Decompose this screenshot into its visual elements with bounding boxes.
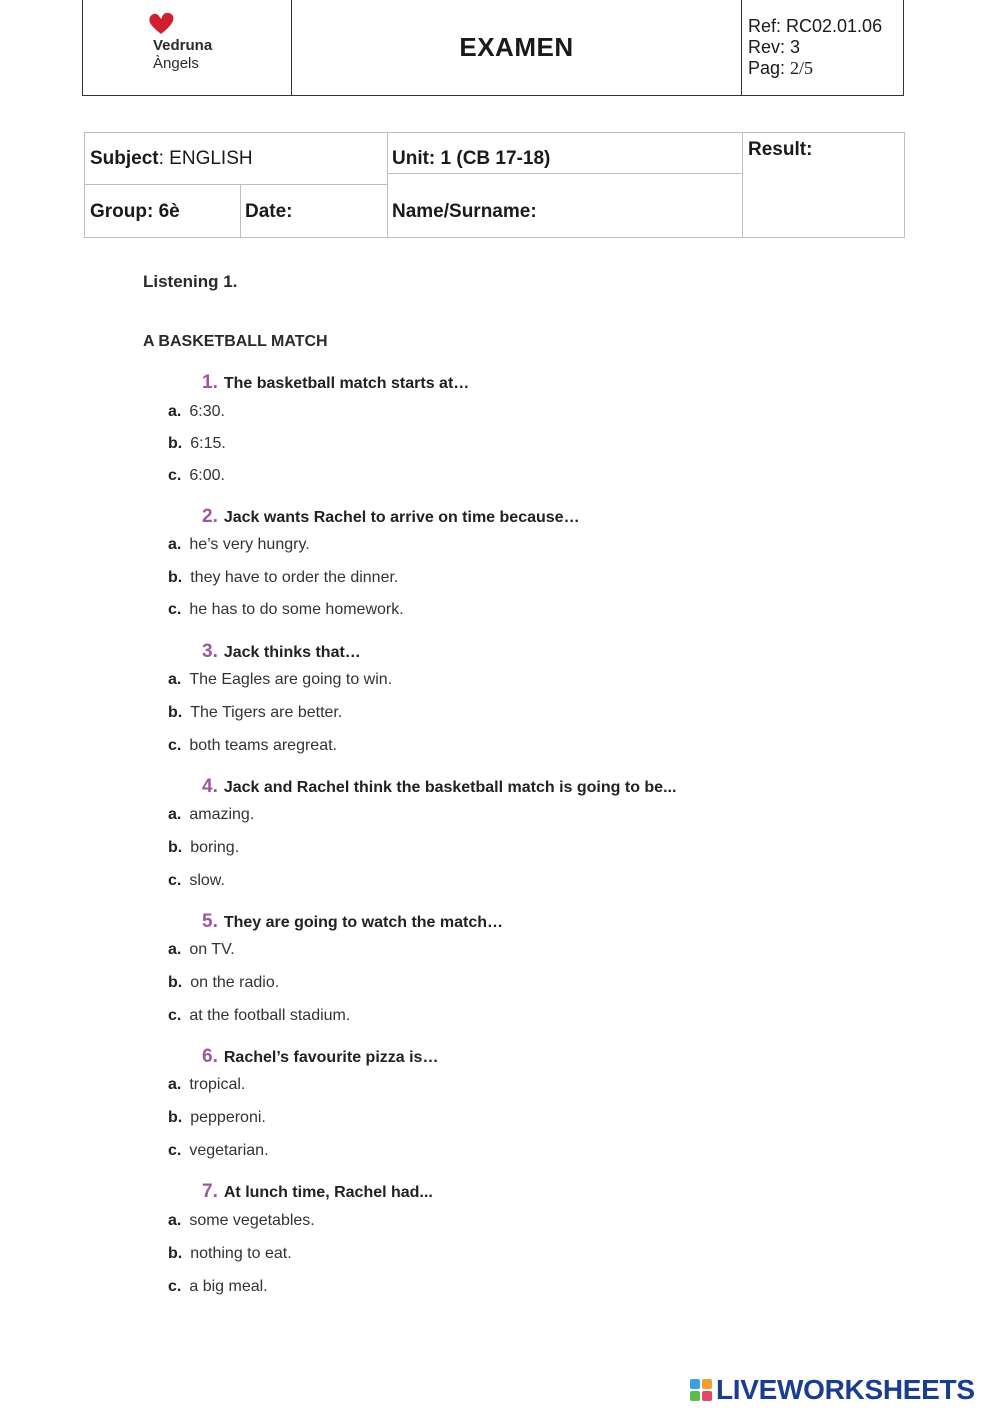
option-7c[interactable] — [168, 1278, 268, 1296]
unit-field: Unit: 1 (CB 17-18) — [392, 148, 551, 169]
name-field: Name/Surname: — [392, 201, 537, 222]
question-7 — [202, 1181, 433, 1203]
option-6b[interactable] — [168, 1109, 266, 1127]
match-title: A BASKETBALL MATCH — [143, 333, 328, 350]
option-letter: a. — [168, 671, 182, 688]
question-text: Jack and Rachel think the basketball match is going to be... — [223, 779, 677, 796]
option-text: on TV. — [189, 941, 235, 958]
question-text: At lunch time, Rachel had... — [223, 1184, 433, 1201]
option-letter: a. — [168, 403, 182, 420]
option-letter: c. — [168, 467, 182, 484]
date-field: Date: — [245, 201, 293, 222]
option-text: both teams aregreat. — [189, 737, 337, 754]
option-text: on the radio. — [190, 974, 280, 991]
option-text: boring. — [190, 839, 240, 856]
option-7a[interactable] — [168, 1212, 315, 1230]
option-text: vegetarian. — [189, 1142, 269, 1159]
question-number: 1. — [202, 372, 218, 393]
option-4c[interactable] — [168, 872, 225, 890]
option-3a[interactable] — [168, 671, 392, 689]
option-text: slow. — [189, 872, 225, 889]
option-1c[interactable] — [168, 467, 225, 485]
question-1 — [202, 372, 469, 394]
table-divider — [387, 133, 388, 237]
option-text: 6:15. — [190, 435, 226, 452]
question-number: 3. — [202, 641, 218, 662]
option-letter: c. — [168, 1007, 182, 1024]
option-4a[interactable] — [168, 806, 254, 824]
option-letter: b. — [168, 1109, 183, 1126]
question-number: 2. — [202, 506, 218, 527]
option-letter: a. — [168, 806, 182, 823]
option-text: tropical. — [189, 1076, 246, 1093]
option-letter: b. — [168, 839, 183, 856]
ref-code: Ref: RC02.01.06 — [748, 16, 883, 36]
question-4 — [202, 776, 676, 798]
option-2a[interactable] — [168, 536, 310, 554]
option-2b[interactable] — [168, 569, 398, 587]
option-letter: c. — [168, 872, 182, 889]
question-text: Jack wants Rachel to arrive on time because… — [223, 509, 580, 526]
option-text: some vegetables. — [189, 1212, 315, 1229]
option-text: at the football stadium. — [189, 1007, 351, 1024]
question-text: The basketball match starts at… — [223, 375, 470, 392]
option-letter: c. — [168, 737, 182, 754]
option-3c[interactable] — [168, 737, 337, 755]
liveworksheets-logo-icon — [690, 1379, 712, 1401]
option-text: amazing. — [189, 806, 255, 823]
question-text: Jack thinks that… — [223, 644, 361, 661]
question-6 — [202, 1046, 438, 1068]
question-2 — [202, 506, 580, 528]
option-1a[interactable] — [168, 403, 225, 421]
question-number: 7. — [202, 1181, 218, 1202]
option-text: The Eagles are going to win. — [189, 671, 393, 688]
option-letter: b. — [168, 435, 183, 452]
option-letter: a. — [168, 1212, 182, 1229]
option-5b[interactable] — [168, 974, 279, 992]
option-letter: b. — [168, 569, 183, 586]
option-3b[interactable] — [168, 704, 342, 722]
liveworksheets-watermark — [690, 1373, 975, 1407]
option-7b[interactable] — [168, 1245, 292, 1263]
watermark-text: LIVEWORKSHEETS — [716, 1374, 975, 1405]
option-text: 6:30. — [189, 403, 225, 420]
option-5a[interactable] — [168, 941, 235, 959]
ref-cell — [742, 0, 903, 95]
option-letter: b. — [168, 1245, 183, 1262]
subject-value: : ENGLISH — [158, 148, 253, 169]
table-divider — [240, 185, 241, 237]
option-text: nothing to eat. — [190, 1245, 292, 1262]
option-letter: b. — [168, 974, 183, 991]
logo-text-angels: Àngels — [153, 55, 199, 72]
option-5c[interactable] — [168, 1007, 350, 1025]
option-letter: b. — [168, 704, 183, 721]
question-number: 6. — [202, 1046, 218, 1067]
option-letter: c. — [168, 1142, 182, 1159]
option-text: they have to order the dinner. — [190, 569, 399, 586]
question-5 — [202, 911, 503, 933]
question-text: Rachel’s favourite pizza is… — [223, 1049, 439, 1066]
table-divider — [85, 184, 387, 185]
option-text: pepperoni. — [190, 1109, 266, 1126]
option-1b[interactable] — [168, 435, 226, 453]
subject-field — [90, 148, 253, 170]
option-4b[interactable] — [168, 839, 239, 857]
option-text: a big meal. — [189, 1278, 268, 1295]
page-number: 2/5 — [790, 58, 814, 78]
question-number: 5. — [202, 911, 218, 932]
option-letter: a. — [168, 941, 182, 958]
question-text: They are going to watch the match… — [223, 914, 504, 931]
group-field: Group: 6è — [90, 201, 180, 222]
option-letter: a. — [168, 536, 182, 553]
option-letter: c. — [168, 1278, 182, 1295]
option-2c[interactable] — [168, 601, 404, 619]
question-3 — [202, 641, 361, 663]
student-info-table — [84, 132, 905, 238]
page-label: Pag: — [748, 58, 791, 78]
table-divider — [742, 133, 743, 237]
listening-title: Listening 1. — [143, 272, 238, 291]
option-letter: a. — [168, 1076, 182, 1093]
heart-logo-icon — [147, 12, 175, 36]
page-indicator — [748, 58, 903, 79]
result-field: Result: — [748, 139, 813, 160]
subject-label: Subject — [90, 148, 159, 169]
option-text: he’s very hungry. — [189, 536, 310, 553]
option-6c[interactable] — [168, 1142, 269, 1160]
revision: Rev: 3 — [748, 37, 801, 57]
question-number: 4. — [202, 776, 218, 797]
option-text: 6:00. — [189, 467, 225, 484]
table-divider — [387, 173, 742, 174]
option-letter: c. — [168, 601, 182, 618]
document-header — [82, 0, 904, 96]
exam-title: EXAMEN — [459, 32, 574, 62]
option-6a[interactable] — [168, 1076, 245, 1094]
option-text: he has to do some homework. — [189, 601, 404, 618]
option-text: The Tigers are better. — [190, 704, 343, 721]
logo-cell — [83, 0, 292, 95]
logo-text-vedruna: Vedruna — [153, 37, 213, 54]
title-cell — [292, 0, 742, 95]
